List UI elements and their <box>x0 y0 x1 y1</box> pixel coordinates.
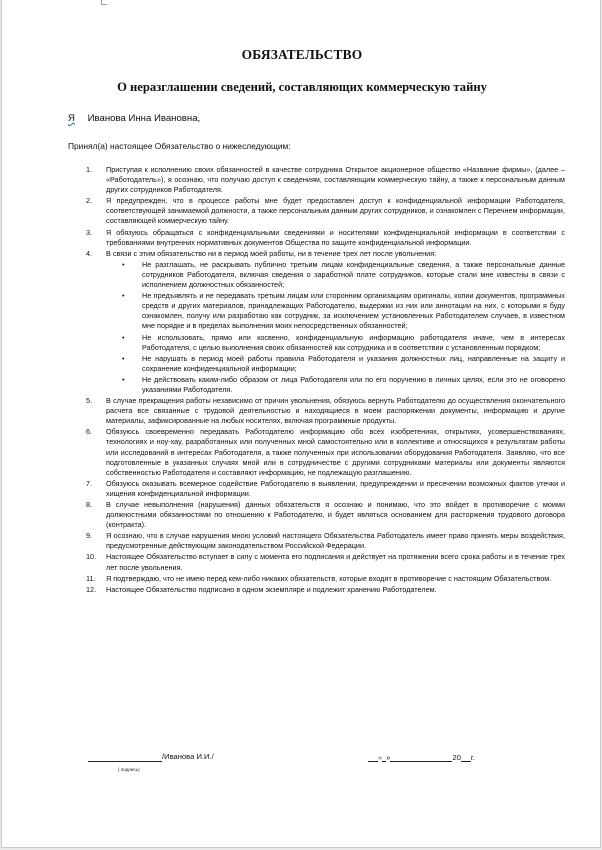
bullet-item <box>122 259 565 290</box>
signature-name: /Иванова И.И./ <box>162 752 214 761</box>
bullet-item <box>122 332 565 353</box>
list-item <box>86 427 565 477</box>
list-item <box>86 396 565 426</box>
bullet-text: Не использовать, прямо или косвенно, конфиденциальную информацию работодателя иначе, чем в интересах Работодателя, с целью выполнения своих обязанностей как сотрудника и в соответствии с установленным порядком; <box>142 332 565 352</box>
list-item <box>86 552 565 572</box>
bullet-text: Не нарушать в период моей работы правила Работодателя и указания должностных лиц, направленные на защиту и сохранение конфиденциальной информации; <box>142 353 565 373</box>
bullet-text: Не действовать каким-либо образом от лица Работодателя или по его поручению в личных целях, если это не оговорено указаниями Работодателя. <box>142 374 565 394</box>
item-text: В связи с этим обязательство ни в период моей работы, ни в течение трех лет после увольнения: <box>106 248 437 258</box>
person-name: Иванова Инна Ивановна, <box>87 113 201 124</box>
day-line <box>368 752 378 762</box>
list-item <box>86 479 565 499</box>
item-number: 11. <box>86 573 96 583</box>
item-number: 7. <box>86 478 93 488</box>
item-text: Настоящее Обязательство вступает в силу с момента его подписания и действует на протяжении всего срока работы и в течение трех лет после увольнения. <box>106 552 565 572</box>
list-item <box>86 249 565 395</box>
bullet-item <box>122 374 565 395</box>
item-number: 9. <box>86 531 93 541</box>
person-line <box>68 113 200 124</box>
item-number: 1. <box>86 165 93 174</box>
item-number: 8. <box>86 500 93 509</box>
page-corner-mark <box>101 0 107 5</box>
item-text: Обязуюсь своевременно передавать Работодателю информацию обо всех изобретениях, открытиях, усовершенствованиях, технологиях и ноу-хау, разработанных или полученных мной самостоятельно или в коллективе и относящихся к результатам работы или исследований в интересах Работодателя, а также полученных при использовании оборудования Работодателя. Заявляю, что все подготовленные в указанных случаях мной или в сотрудничестве с другими сотрудниками материалы или документы являются собственностью Работодателя и составляют информацию, не подлежащую разглашению. <box>106 427 565 477</box>
bullet-icon: • <box>122 353 125 363</box>
signature-block <box>86 752 565 782</box>
intro-text: Принял(а) настоящее Обязательство о нижеследующим: <box>68 141 291 151</box>
list-item <box>86 574 565 584</box>
item-text: Я подтверждаю, что не имею перед кем-либо никаких обязательств, которые входят в противоречие с настоящим Обязательством. <box>106 573 552 583</box>
item-text: В случае невыполнения (нарушения) данных обязательств я осознаю и понимаю, что это войдет в противоречие с моими должностными обязанностями по отношению к Работодателю, и будет являться основанием для расторжения трудового договора (контракта). <box>106 500 565 530</box>
bullet-icon: • <box>122 332 125 342</box>
item-text: В случае прекращения работы независимо от причин увольнения, обязуюсь вернуть Работодателю до осуществления окончательного расчета все связанные с трудовой деятельностью и находящиеся в моем распоряжении документы, информацию и другие материалы, зафиксированные на любых носителях, включая программные продукты. <box>106 396 565 426</box>
bullet-icon: • <box>122 259 125 269</box>
list-item <box>86 196 565 226</box>
item-text: Обязуюсь оказывать всемерное содействие Работодателю в выявлении, предупреждении и пресечении возможных фактов утечки и хищения конфиденциальной информации. <box>106 478 565 498</box>
signature-hint: ( подпись) <box>118 767 140 772</box>
date-year: 20 <box>452 753 461 762</box>
date-open-quote: « <box>378 753 383 762</box>
signature-date <box>368 752 475 762</box>
date-close-quote: » <box>386 753 391 762</box>
document-page <box>1 0 601 848</box>
list-item <box>86 585 565 595</box>
document-title: ОБЯЗАТЕЛЬСТВО <box>241 47 363 62</box>
bullet-text: Не предъявлять и не передавать третьим лицам или сторонним организациям оригиналы, копии документов, программных средств и других материалов, принадлежащих Работодателю, выдержки из них или аннотации на них, с которыми я буду ознакомлен, получу или разработаю как сотрудник, за исключением установленных Работодателем случаев, в известном мне порядке и в пределах выполнения моих непосредственных обязанностей; <box>142 291 565 331</box>
date-year-suffix: г. <box>470 753 475 762</box>
item-number: 10. <box>86 552 97 562</box>
list-item <box>86 165 565 195</box>
list-item <box>86 228 565 248</box>
item-number: 3. <box>86 227 93 237</box>
item-number: 4. <box>86 248 93 258</box>
bullet-icon: • <box>122 291 125 301</box>
list-item <box>86 500 565 530</box>
item-text: Я осознаю, что в случае нарушения мною условий настоящего Обязательства Работодатель имеет право принять меры воздействия, предусмотренные действующим законодательством Российской Федерации. <box>106 531 565 551</box>
item-text: Приступая к исполнению своих обязанностей в качестве сотрудника Открытое акционерное общество «Название фирмы», (далее – «Работодатель»), я осознаю, что получаю доступ к сведениям, составляющим коммерческую тайну, а также к персональным данным других сотрудников Работодателя. <box>106 165 565 195</box>
obligations-list <box>86 165 565 596</box>
document-subtitle: О неразглашении сведений, составляющих коммерческую тайну <box>117 80 487 94</box>
item-number: 5. <box>86 396 93 406</box>
signature-line <box>88 752 162 762</box>
item-number: 12. <box>86 584 97 594</box>
pronoun: Я <box>68 113 75 124</box>
item-number: 6. <box>86 427 93 437</box>
list-item <box>86 531 565 551</box>
year-line <box>461 752 471 762</box>
item-text: Я обязуюсь обращаться с конфиденциальными сведениями и носителями конфиденциальной информации в соответствии с требованиями внутренних нормативных документов Общества по защите конфиденциальной информации. <box>106 227 565 247</box>
item-number: 2. <box>86 196 93 206</box>
bullet-item <box>122 353 565 374</box>
month-line <box>390 752 452 762</box>
item-text: Настоящее Обязательство подписано в одном экземпляре и подлежит хранению Работодателем. <box>106 584 437 594</box>
bullet-text: Не разглашать, не раскрывать публично третьим лицам конфиденциальные сведения, а также персональные данные сотрудников Работодателя, включая сведения о заработной плате сотрудников, которые стали мне известны в связи с исполнением должностных обязанностей; <box>142 259 565 290</box>
item-text: Я предупрежден, что в процессе работы мне будет предоставлен доступ к конфиденциальной информации Работодателя, соответствующей занимаемой должности, а также персональным данным других сотрудников, и ознакомлен с Перечнем информации, составляющей коммерческую тайну. <box>106 196 565 226</box>
bullet-icon: • <box>122 374 125 384</box>
bullet-item <box>122 291 565 331</box>
prohibitions-list <box>106 260 565 395</box>
